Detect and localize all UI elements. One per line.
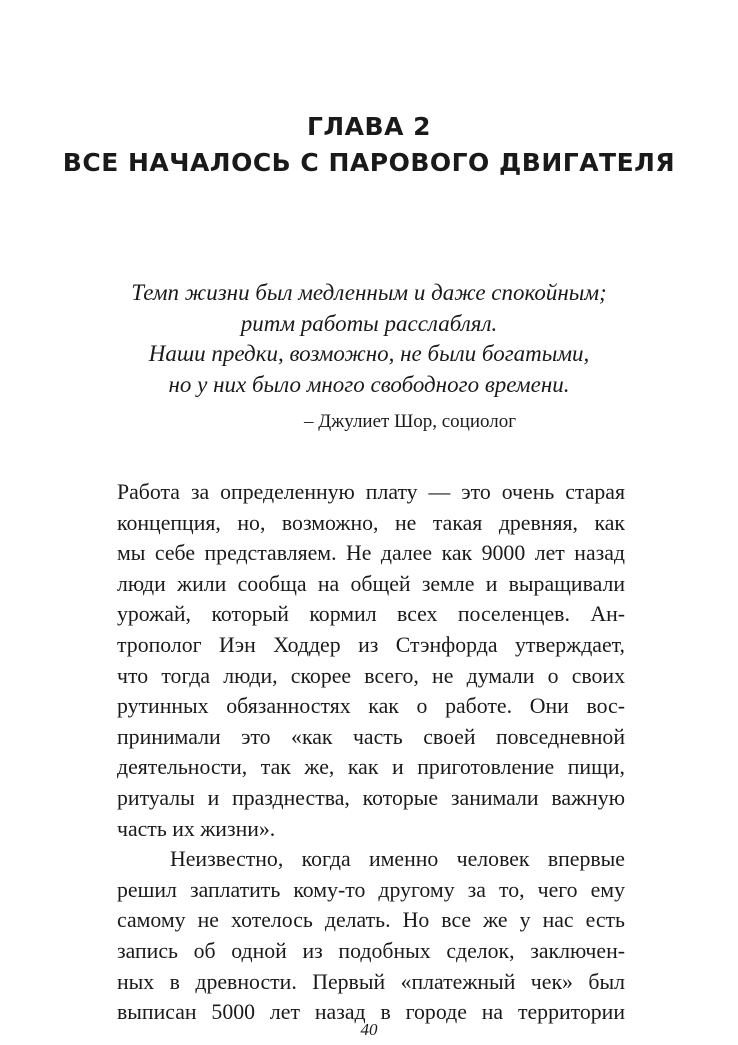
body-text <box>117 477 625 1028</box>
text-line: ритуалы и празднества, которые занимали важную <box>117 785 625 810</box>
epigraph-line: Темп жизни был медленным и даже спокойным; <box>131 280 607 305</box>
text-line: решил заплатить кому-то другому за то, чего ему <box>117 877 625 902</box>
epigraph-line: ритм работы расслаблял. <box>240 310 498 336</box>
text-line: что тогда люди, скорее всего, не думали о своих <box>117 663 625 688</box>
text-line: часть их жизни». <box>117 816 276 841</box>
epigraph <box>0 278 738 400</box>
page-number: 40 <box>360 1020 378 1039</box>
text-line: трополог Иэн Ходдер из Стэнфорда утверждает, <box>117 632 625 657</box>
paragraph-1 <box>117 477 625 844</box>
text-line: люди жили сообща на общей земле и выращивали <box>117 571 625 596</box>
text-line: Неизвестно, когда именно человек впервые <box>170 847 625 872</box>
text-line: концепция, но, возможно, не такая древняя, как <box>117 510 625 535</box>
text-line: урожай, который кормил всех поселенцев. Ан- <box>117 602 625 627</box>
text-line: ных в древности. Первый «платежный чек» был <box>117 969 625 994</box>
chapter-number: ГЛАВА 2 <box>306 112 432 141</box>
epigraph-attribution-block <box>0 411 728 433</box>
epigraph-attribution: – Джулиет Шор, социолог <box>303 411 517 432</box>
epigraph-line: Наши предки, возможно, не были богатыми, <box>148 341 590 366</box>
paragraph-2 <box>117 844 625 1028</box>
epigraph-line: но у них было много свободного времени. <box>168 371 570 397</box>
text-line: мы себе представляем. Не далее как 9000 лет назад <box>117 541 625 566</box>
text-line: выписан 5000 лет назад в городе на территории <box>117 1000 625 1025</box>
text-line: деятельности, так же, как и приготовление пищи, <box>117 755 625 780</box>
text-line: самому не хотелось делать. Но все же у нас есть <box>117 908 625 933</box>
chapter-title: ВСЕ НАЧАЛОСЬ С ПАРОВОГО ДВИГАТЕЛЯ <box>62 148 676 177</box>
text-line: рутинных обязанностях как о работе. Они вос- <box>117 694 625 719</box>
text-line: принимали это «как часть своей повседневной <box>117 724 625 749</box>
text-line: Работа за определенную плату — это очень старая <box>117 480 625 504</box>
text-line: запись об одной из подобных сделок, заключен- <box>117 938 625 963</box>
